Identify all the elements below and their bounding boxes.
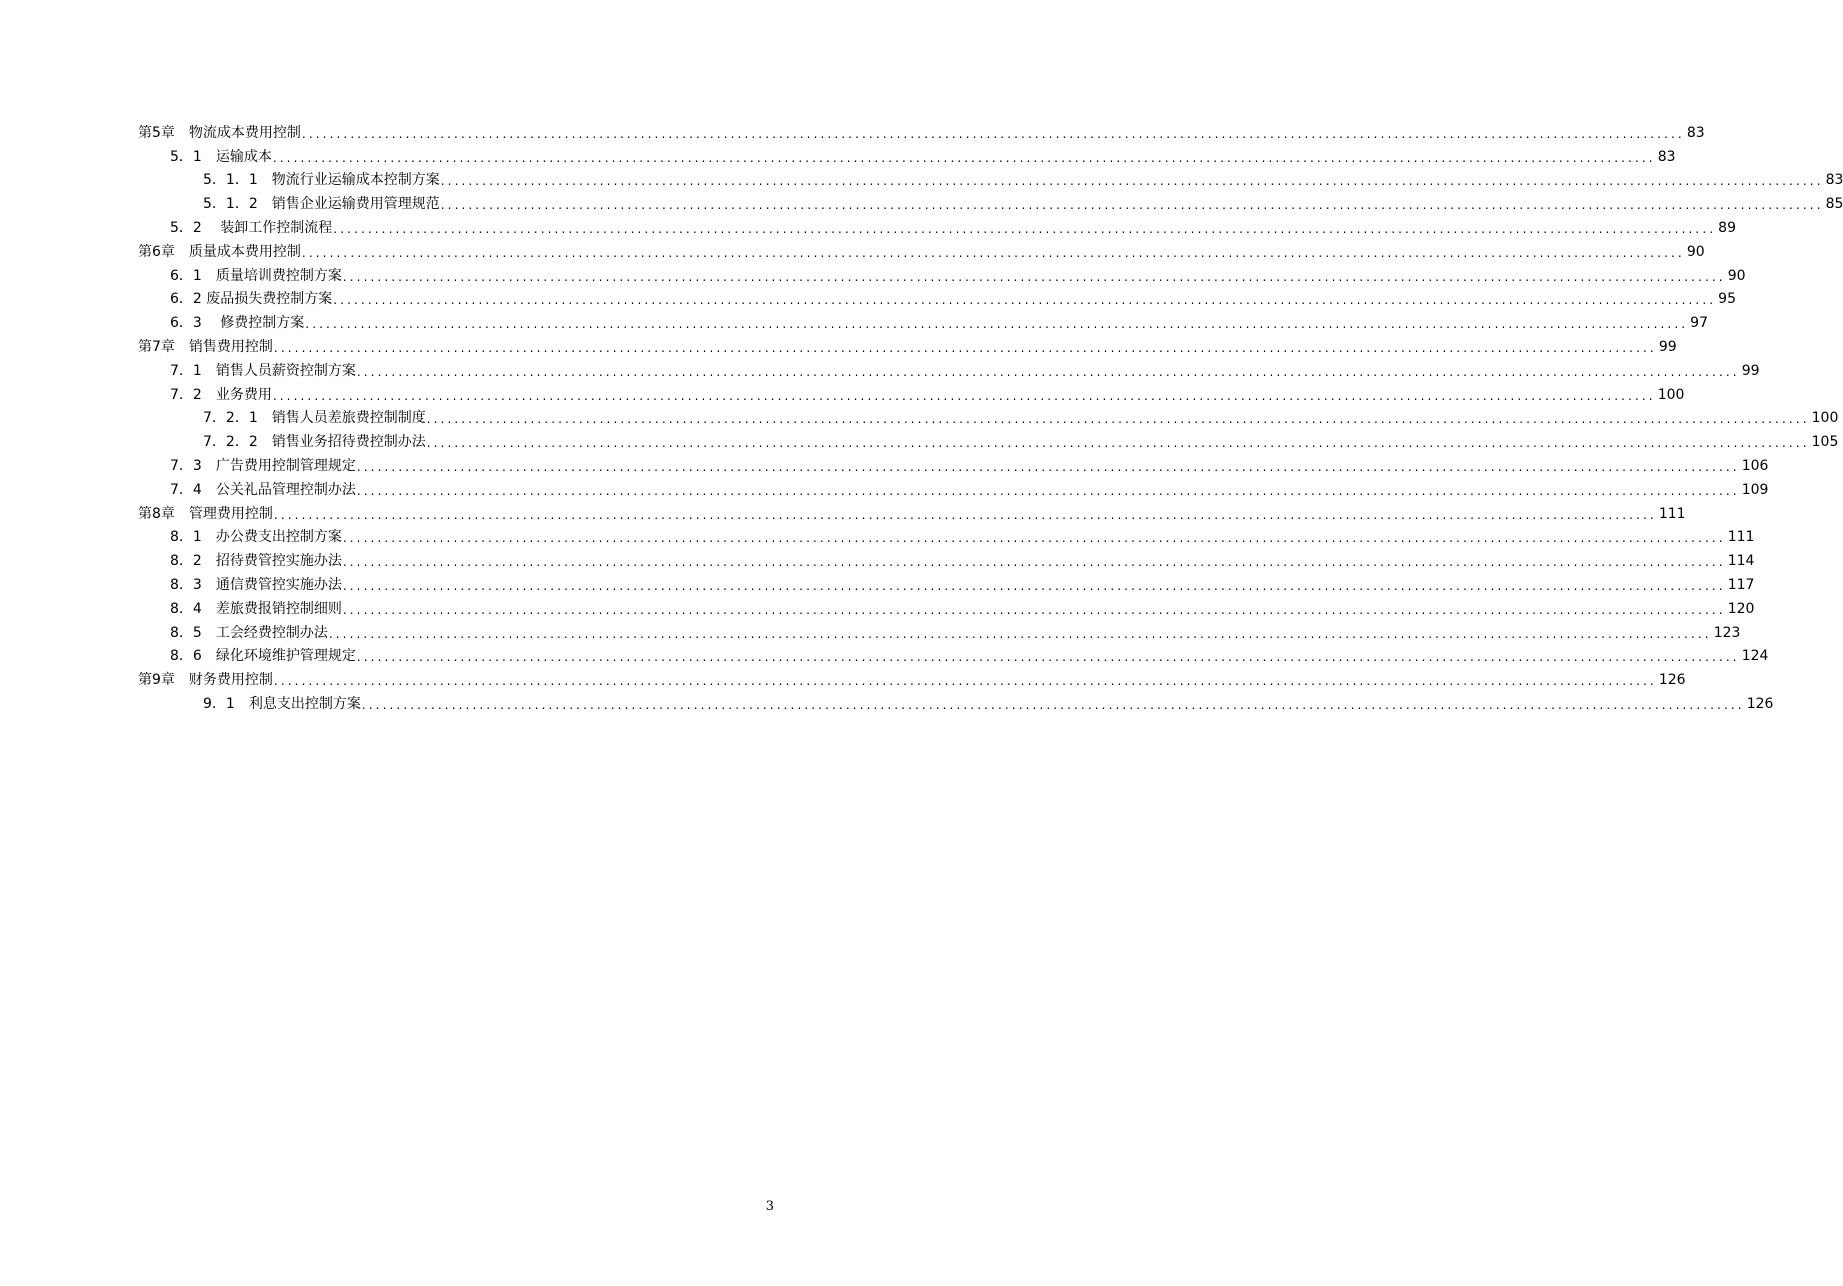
toc-entry-title: 公关礼品管理控制办法 bbox=[215, 481, 356, 498]
toc-entry[interactable] bbox=[0, 666, 1686, 690]
toc-dot-leader: ........................................................................................................................................................................................................ bbox=[356, 483, 1740, 498]
toc-entry[interactable] bbox=[0, 286, 1736, 310]
toc-dot-leader: ........................................................................................................................................................................................................ bbox=[361, 697, 1745, 712]
toc-entry-page: 83 bbox=[1686, 124, 1705, 141]
toc-entry-page: 90 bbox=[1686, 243, 1705, 260]
toc-entry-page: 90 bbox=[1727, 267, 1746, 284]
toc-entry-page: 83 bbox=[1657, 148, 1676, 165]
toc-entry-page: 111 bbox=[1727, 529, 1755, 546]
toc-entry-number: 9．1 bbox=[203, 695, 249, 712]
toc-entry-title: 修费控制方案 bbox=[215, 315, 305, 332]
toc-entry[interactable] bbox=[0, 405, 1839, 429]
toc-entry[interactable] bbox=[0, 547, 1755, 571]
toc-entry-page: 100 bbox=[1811, 410, 1839, 427]
toc-entry-page: 124 bbox=[1741, 648, 1769, 665]
toc-dot-leader: ........................................................................................................................................................................................................ bbox=[426, 436, 1810, 451]
toc-entry[interactable] bbox=[0, 571, 1755, 595]
toc-entry-number: 6．2 bbox=[170, 291, 207, 308]
toc-entry-number: 7．1 bbox=[170, 362, 216, 379]
toc-entry-number: 5．2 bbox=[170, 219, 216, 236]
toc-entry[interactable] bbox=[0, 524, 1755, 548]
toc-entry-title: 绿化环境维护管理规定 bbox=[215, 648, 356, 665]
toc-dot-leader: ........................................................................................................................................................................................................ bbox=[272, 388, 1656, 403]
toc-dot-leader: ........................................................................................................................................................................................................ bbox=[301, 126, 1685, 141]
toc-entry-page: 105 bbox=[1811, 434, 1839, 451]
toc-entry-page: 120 bbox=[1727, 600, 1755, 617]
toc-entry-number: 8．6 bbox=[170, 648, 216, 665]
toc-dot-leader: ........................................................................................................................................................................................................ bbox=[342, 531, 1726, 546]
toc-entry[interactable] bbox=[0, 333, 1677, 357]
toc-entry-number: 8．3 bbox=[170, 576, 216, 593]
toc-entry-title: 运输成本 bbox=[215, 148, 272, 165]
toc-entry[interactable] bbox=[0, 690, 1774, 714]
toc-entry-number: 5．1 bbox=[170, 148, 216, 165]
toc-entry-title: 工会经费控制办法 bbox=[215, 624, 328, 641]
toc-entry[interactable] bbox=[0, 595, 1755, 619]
toc-dot-leader: ........................................................................................................................................................................................................ bbox=[440, 198, 1824, 213]
toc-entry-page: 117 bbox=[1727, 576, 1755, 593]
toc-dot-leader: ........................................................................................................................................................................................................ bbox=[272, 150, 1656, 165]
toc-entry-number: 7．3 bbox=[170, 457, 216, 474]
toc-entry-title: 管理费用控制 bbox=[188, 505, 273, 522]
toc-entry-number: 第5章 bbox=[138, 124, 189, 141]
toc-entry[interactable] bbox=[0, 643, 1769, 667]
toc-entry-page: 85 bbox=[1825, 196, 1843, 213]
toc-entry-title: 广告费用控制管理规定 bbox=[215, 457, 356, 474]
toc-entry-title: 差旅费报销控制细则 bbox=[215, 600, 342, 617]
toc-entry-title: 财务费用控制 bbox=[188, 672, 273, 689]
toc-entry-page: 126 bbox=[1746, 695, 1774, 712]
toc-entry-title: 招待费管控实施办法 bbox=[215, 553, 342, 570]
toc-entry-page: 95 bbox=[1718, 291, 1736, 308]
toc-entry-title: 办公费支出控制方案 bbox=[215, 529, 342, 546]
toc-entry-page: 89 bbox=[1718, 219, 1736, 236]
toc-entry-number: 7．2．2 bbox=[203, 434, 272, 451]
toc-entry-number: 8．1 bbox=[170, 529, 216, 546]
toc-dot-leader: ........................................................................................................................................................................................................ bbox=[356, 459, 1740, 474]
toc-entry-title: 质量成本费用控制 bbox=[188, 243, 301, 260]
toc-entry[interactable] bbox=[0, 309, 1708, 333]
toc-dot-leader: ........................................................................................................................................................................................................ bbox=[342, 269, 1726, 284]
toc-entry-page: 99 bbox=[1741, 362, 1760, 379]
toc-entry[interactable] bbox=[0, 500, 1686, 524]
toc-entry[interactable] bbox=[0, 214, 1736, 238]
page-number: 3 bbox=[765, 1199, 774, 1214]
toc-entry-page: 123 bbox=[1713, 624, 1741, 641]
toc-entry-title: 废品损失费控制方案 bbox=[206, 291, 333, 308]
toc-entry-number: 6．1 bbox=[170, 267, 216, 284]
toc-entry-title: 物流行业运输成本控制方案 bbox=[271, 172, 440, 189]
toc-entry[interactable] bbox=[0, 357, 1760, 381]
toc-entry-number: 第7章 bbox=[138, 338, 189, 355]
toc-entry-number: 第6章 bbox=[138, 243, 189, 260]
toc-entry-number: 6．3 bbox=[170, 315, 216, 332]
toc-entry[interactable] bbox=[0, 262, 1746, 286]
toc-entry-title: 销售人员薪资控制方案 bbox=[215, 362, 356, 379]
toc-entry-page: 126 bbox=[1658, 672, 1686, 689]
toc-dot-leader: ........................................................................................................................................................................................................ bbox=[333, 293, 1717, 308]
toc-entry-page: 97 bbox=[1690, 315, 1708, 332]
toc-entry-page: 109 bbox=[1741, 481, 1769, 498]
toc-entry-page: 99 bbox=[1658, 338, 1677, 355]
toc-entry[interactable] bbox=[0, 428, 1839, 452]
toc-entry[interactable] bbox=[0, 190, 1843, 214]
toc-entry[interactable] bbox=[0, 476, 1769, 500]
toc-dot-leader: ........................................................................................................................................................................................................ bbox=[333, 221, 1717, 236]
toc-entry-title: 销售人员差旅费控制制度 bbox=[271, 410, 426, 427]
toc-entry-number: 第9章 bbox=[138, 672, 189, 689]
toc-entry[interactable] bbox=[0, 167, 1843, 191]
toc-entry-number: 5．1．2 bbox=[203, 196, 272, 213]
toc-entry-title: 装卸工作控制流程 bbox=[215, 219, 333, 236]
toc-entry-page: 106 bbox=[1741, 457, 1769, 474]
toc-entry[interactable] bbox=[0, 619, 1741, 643]
toc-entry-title: 销售费用控制 bbox=[188, 338, 273, 355]
toc-dot-leader: ........................................................................................................................................................................................................ bbox=[328, 626, 1712, 641]
toc-entry-number: 8．5 bbox=[170, 624, 216, 641]
toc-dot-leader: ........................................................................................................................................................................................................ bbox=[342, 578, 1726, 593]
toc-entry-page: 114 bbox=[1727, 553, 1755, 570]
toc-dot-leader: ........................................................................................................................................................................................................ bbox=[440, 174, 1824, 189]
toc-dot-leader: ........................................................................................................................................................................................................ bbox=[273, 340, 1657, 355]
toc-entry-title: 利息支出控制方案 bbox=[248, 695, 361, 712]
toc-dot-leader: ........................................................................................................................................................................................................ bbox=[273, 674, 1657, 689]
toc-dot-leader: ........................................................................................................................................................................................................ bbox=[342, 602, 1726, 617]
toc-entry[interactable] bbox=[0, 143, 1676, 167]
toc-entry-title: 物流成本费用控制 bbox=[188, 124, 301, 141]
toc-entry-page: 83 bbox=[1825, 172, 1843, 189]
toc-entry-number: 7．2．1 bbox=[203, 410, 272, 427]
toc-entry-number: 7．2 bbox=[170, 386, 216, 403]
toc-entry-number: 8．2 bbox=[170, 553, 216, 570]
toc-dot-leader: ........................................................................................................................................................................................................ bbox=[273, 507, 1657, 522]
toc-dot-leader: ........................................................................................................................................................................................................ bbox=[305, 317, 1689, 332]
toc-entry-title: 销售企业运输费用管理规范 bbox=[271, 196, 440, 213]
toc-entry-number: 7．4 bbox=[170, 481, 216, 498]
toc-entry-page: 100 bbox=[1657, 386, 1685, 403]
table-of-contents bbox=[0, 119, 1843, 714]
toc-dot-leader: ........................................................................................................................................................................................................ bbox=[426, 412, 1810, 427]
toc-dot-leader: ........................................................................................................................................................................................................ bbox=[356, 650, 1740, 665]
toc-entry[interactable] bbox=[0, 381, 1685, 405]
toc-dot-leader: ........................................................................................................................................................................................................ bbox=[301, 245, 1685, 260]
toc-entry-number: 第8章 bbox=[138, 505, 189, 522]
toc-entry-title: 业务费用 bbox=[215, 386, 272, 403]
toc-dot-leader: ........................................................................................................................................................................................................ bbox=[342, 555, 1726, 570]
toc-entry-title: 通信费管控实施办法 bbox=[215, 576, 342, 593]
toc-entry-title: 销售业务招待费控制办法 bbox=[271, 434, 426, 451]
toc-entry-title: 质量培训费控制方案 bbox=[215, 267, 342, 284]
toc-entry[interactable] bbox=[0, 119, 1705, 143]
toc-entry[interactable] bbox=[0, 452, 1769, 476]
toc-entry-page: 111 bbox=[1658, 505, 1686, 522]
toc-entry-number: 8．4 bbox=[170, 600, 216, 617]
toc-entry-number: 5．1．1 bbox=[203, 172, 272, 189]
toc-entry[interactable] bbox=[0, 238, 1705, 262]
toc-dot-leader: ........................................................................................................................................................................................................ bbox=[356, 364, 1740, 379]
